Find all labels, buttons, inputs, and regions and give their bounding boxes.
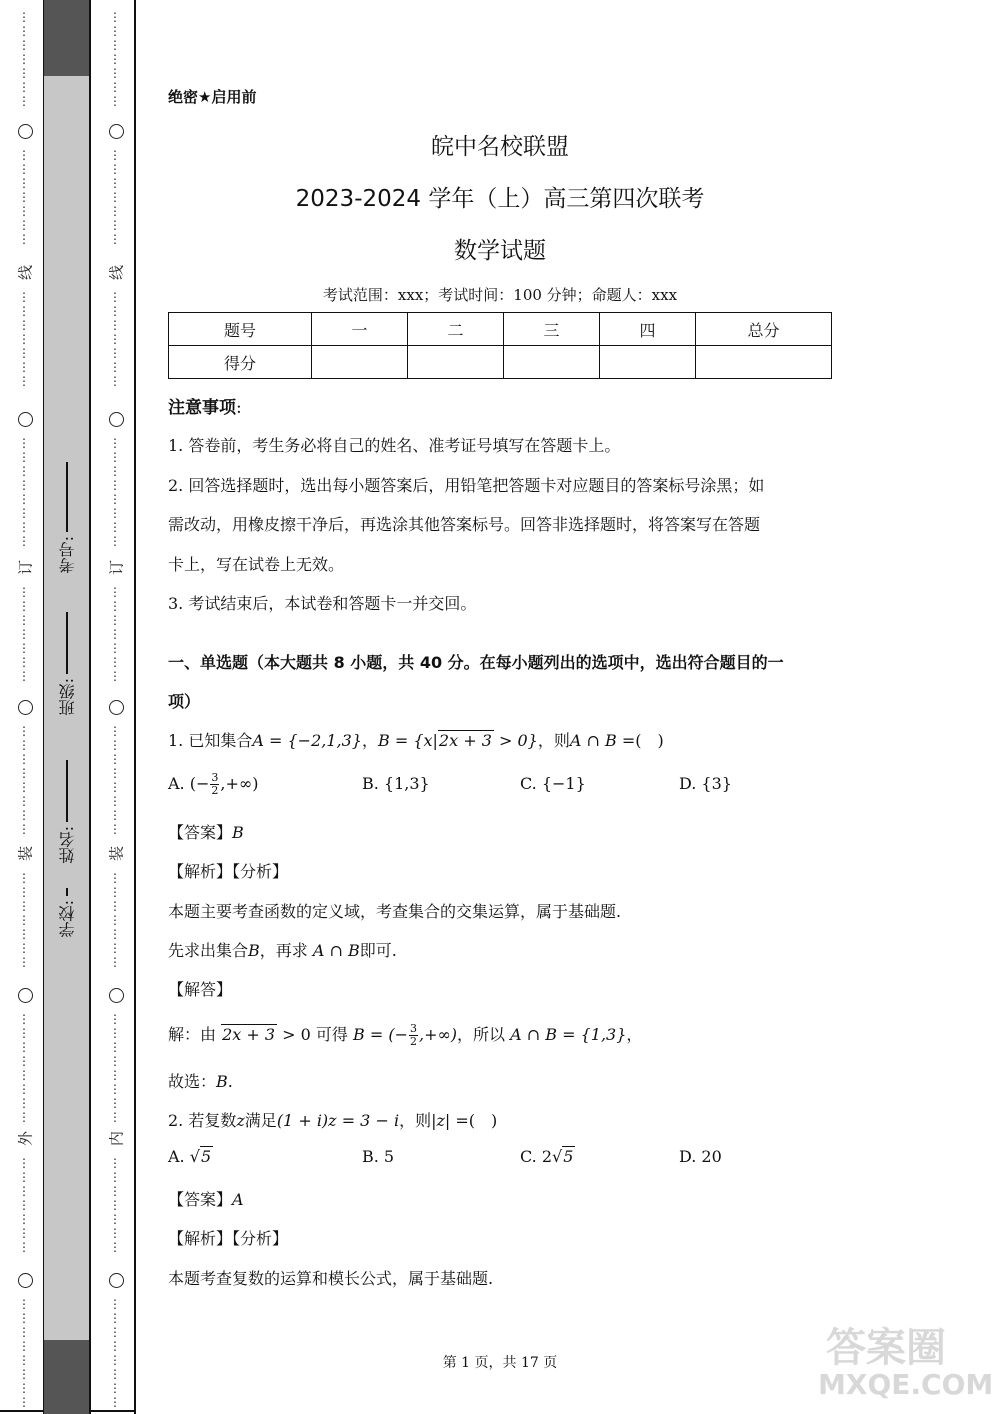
table-cell: 题号 [169, 313, 312, 346]
class-field[interactable] [54, 612, 80, 715]
margin-label-line: 线 [107, 265, 126, 281]
note-line: 卡上，写在试卷上无效。 [168, 555, 345, 574]
score-table-header-row [169, 313, 832, 346]
dotted-guide: ⋮ ⋮ ⋮ ⋮ ⋮ ⋮ ⋮ ⋮ [18, 1012, 30, 1124]
notes-heading: 注意事项: [168, 398, 242, 418]
dotted-guide: ⋮ ⋮ ⋮ ⋮ ⋮ ⋮ ⋮ [18, 10, 30, 108]
exam-number-field[interactable] [54, 462, 80, 573]
dotted-guide: ⋮ ⋮ ⋮ ⋮ ⋮ ⋮ ⋮ ⋮ [109, 1297, 121, 1409]
score-cell[interactable] [408, 346, 504, 379]
circle-mark [18, 412, 33, 427]
circle-mark [109, 988, 124, 1003]
question-1-analysis: 先求出集合B，再求 A ∩ B即可. [168, 941, 397, 960]
dotted-guide: ⋮ ⋮ ⋮ ⋮ ⋮ ⋮ ⋮ ⋮ [18, 436, 30, 548]
subject-title: 数学试题 [454, 238, 546, 264]
watermark-logo: 答案圈 [826, 1325, 946, 1371]
margin-label-outer: 外 [16, 1131, 35, 1147]
dotted-guide: ⋮ ⋮ ⋮ ⋮ ⋮ ⋮ ⋮ ⋮ [109, 1012, 121, 1124]
question-2-analysis-label: 【解析】【分析】 [168, 1229, 289, 1248]
org-title: 皖中名校联盟 [431, 134, 569, 160]
question-2-answer: 【答案】A [168, 1190, 244, 1209]
question-1-analysis: 本题主要考查函数的定义域，考查集合的交集运算，属于基础题. [168, 902, 622, 921]
dotted-guide: ⋮ ⋮ ⋮ ⋮ ⋮ ⋮ ⋮ ⋮ [109, 436, 121, 548]
note-line: 1. 答卷前，考生务必将自己的姓名、准考证号填写在答题卡上。 [168, 436, 621, 455]
dotted-guide: ⋮ ⋮ ⋮ ⋮ ⋮ ⋮ ⋮ [18, 1156, 30, 1254]
table-cell: 得分 [169, 346, 312, 379]
margin-label-order: 订 [107, 560, 126, 576]
dotted-guide: ⋮ ⋮ ⋮ ⋮ ⋮ ⋮ ⋮ [109, 148, 121, 246]
school-field[interactable] [54, 888, 80, 937]
strip-cap-bottom [44, 1340, 89, 1414]
question-1-answer: 【答案】B [168, 823, 244, 842]
table-cell: 二 [408, 313, 504, 346]
question-1-option-b: B. {1,3} [362, 774, 430, 793]
circle-mark [18, 1273, 33, 1288]
note-line: 2. 回答选择题时，选出每小题答案后，用铅笔把答题卡对应题目的答案标号涂黑；如 [168, 476, 765, 495]
question-1-stem: 1. 已知集合A = {−2,1,3}，B = {x|2x + 3 > 0}，则A ∩ B =( ) [168, 731, 664, 750]
question-2-option-a: A. √5 [168, 1147, 212, 1166]
confidential-label: 绝密★启用前 [168, 88, 257, 106]
circle-mark [18, 124, 33, 139]
circle-mark [18, 988, 33, 1003]
circle-mark [109, 124, 124, 139]
name-label: 姓名: [57, 826, 77, 864]
note-line: 3. 考试结束后，本试卷和答题卡一并交回。 [168, 594, 477, 613]
dotted-guide: ⋮ ⋮ ⋮ ⋮ ⋮ ⋮ ⋮ [109, 1156, 121, 1254]
margin-rule [89, 0, 91, 1414]
question-1-option-d: D. {3} [679, 774, 732, 793]
question-2-option-d: D. 20 [679, 1147, 722, 1166]
class-label: 班级: [57, 678, 77, 716]
dotted-guide: ⋮ ⋮ ⋮ ⋮ ⋮ ⋮ ⋮ [18, 290, 30, 388]
question-1-option-c: C. {−1} [520, 774, 586, 793]
dotted-guide: ⋮ ⋮ ⋮ ⋮ ⋮ ⋮ ⋮ [18, 148, 30, 246]
dotted-guide: ⋮ ⋮ ⋮ ⋮ ⋮ ⋮ ⋮ [109, 10, 121, 108]
dotted-guide: ⋮ ⋮ ⋮ ⋮ ⋮ ⋮ ⋮ [109, 871, 121, 969]
margin-label-line: 线 [16, 265, 35, 281]
exam-title: 2023-2024 学年（上）高三第四次联考 [295, 186, 705, 212]
exam-info: 考试范围：xxx；考试时间：100 分钟；命题人：xxx [322, 286, 678, 304]
margin-rule [134, 0, 136, 1414]
exam-number-label: 考号: [57, 536, 77, 574]
table-cell: 三 [504, 313, 600, 346]
question-1-analysis-label: 【解析】【分析】 [168, 862, 289, 881]
dotted-guide: ⋮ ⋮ ⋮ ⋮ ⋮ ⋮ ⋮ ⋮ [18, 1297, 30, 1409]
question-2-option-b: B. 5 [362, 1147, 395, 1166]
watermark-url: MXQE.COM [818, 1368, 994, 1401]
table-cell: 四 [600, 313, 696, 346]
question-1-solution-label: 【解答】 [168, 980, 233, 999]
question-2-stem: 2. 若复数z满足(1 + i)z = 3 − i，则|z| =( ) [168, 1111, 498, 1130]
table-cell: 总分 [696, 313, 832, 346]
question-1-option-a: A. (− $\frac{3}{2}$ ,+∞) [168, 771, 259, 797]
dotted-guide: ⋮ ⋮ ⋮ ⋮ ⋮ ⋮ ⋮ ⋮ [109, 724, 121, 836]
section-heading: 一、单选题（本大题共 8 小题，共 40 分。在每小题列出的选项中，选出符合题目的一 [168, 653, 784, 672]
score-cell[interactable] [504, 346, 600, 379]
margin-label-order: 订 [16, 560, 35, 576]
margin-label-bind: 装 [107, 846, 126, 862]
dotted-guide: ⋮ ⋮ ⋮ ⋮ ⋮ ⋮ ⋮ [18, 871, 30, 969]
score-cell[interactable] [312, 346, 408, 379]
note-line: 需改动，用橡皮擦干净后，再选涂其他答案标号。回答非选择题时，将答案写在答题 [168, 515, 761, 534]
circle-mark [109, 700, 124, 715]
dotted-guide: ⋮ ⋮ ⋮ ⋮ ⋮ ⋮ ⋮ [18, 585, 30, 683]
name-field[interactable] [54, 760, 80, 863]
score-cell[interactable] [600, 346, 696, 379]
score-table-score-row [169, 346, 832, 379]
margin-label-bind: 装 [16, 846, 35, 862]
dotted-guide: ⋮ ⋮ ⋮ ⋮ ⋮ ⋮ ⋮ [109, 290, 121, 388]
question-1-solution: 解：由 2x + 3 > 0 可得 B = (− $\frac{3}{2}$ ,+∞)，所以 A ∩ B = {1,3}， [168, 1022, 643, 1048]
question-2-option-c: C. 2√5 [520, 1147, 574, 1166]
strip-cap-top [44, 0, 89, 76]
circle-mark [109, 1273, 124, 1288]
dotted-guide: ⋮ ⋮ ⋮ ⋮ ⋮ ⋮ ⋮ [109, 585, 121, 683]
score-cell[interactable] [696, 346, 832, 379]
margin-label-inner: 内 [107, 1131, 126, 1147]
page-number: 第 1 页，共 17 页 [442, 1355, 558, 1371]
score-table [168, 312, 832, 379]
circle-mark [109, 412, 124, 427]
table-cell: 一 [312, 313, 408, 346]
dotted-guide: ⋮ ⋮ ⋮ ⋮ ⋮ ⋮ ⋮ ⋮ [18, 724, 30, 836]
question-1-choice: 故选：B. [168, 1072, 233, 1091]
school-label: 学校: [57, 900, 77, 938]
question-2-analysis: 本题考查复数的运算和模长公式，属于基础题. [168, 1269, 494, 1288]
section-heading: 项） [168, 692, 201, 711]
circle-mark [18, 700, 33, 715]
